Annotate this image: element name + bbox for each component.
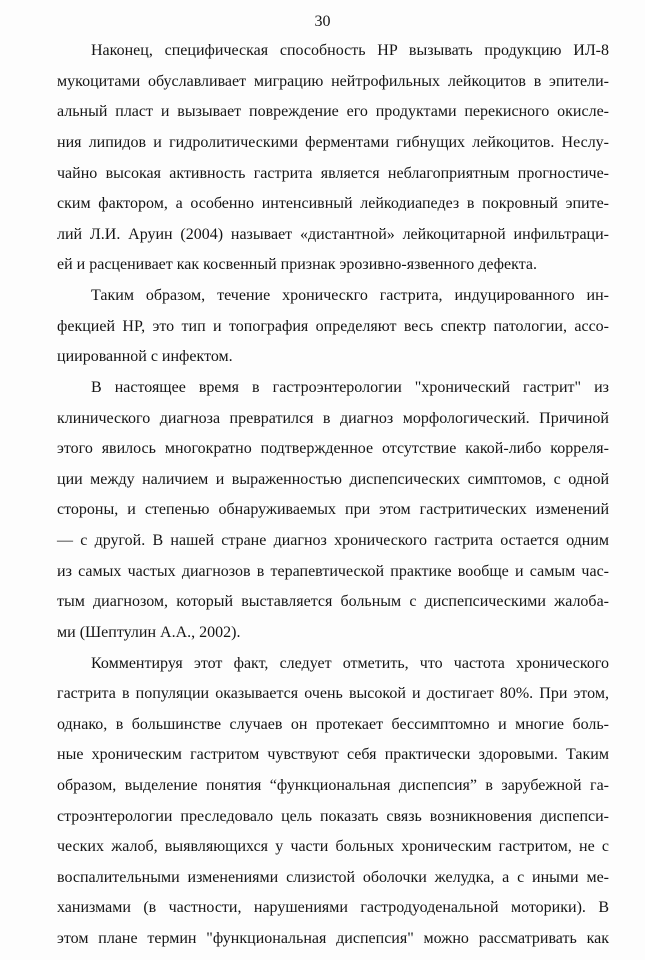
text-line: Комментируя этот факт, следует отметить, что частота хронического <box>91 655 609 672</box>
text-line: из самых частых диагнозов в терапевтической практике вообще и самым час- <box>57 563 609 580</box>
text-line: чайно высокая активность гастрита является неблагоприятным прогностиче- <box>57 165 609 182</box>
text-line: воспалительными изменениями слизистой оболочки желудка, а с иными ме- <box>57 869 609 886</box>
text-line: мукоцитами обуславливает миграцию нейтрофильных лейкоцитов в эпители- <box>57 73 609 90</box>
text-line: Таким образом, течение хроническго гастрита, индуцированного ин- <box>91 287 609 304</box>
text-line: ные хроническим гастритом чувствуют себя практически здоровыми. Таким <box>57 746 609 763</box>
text-line: этом плане термин "функциональная диспепсия" можно рассматривать как <box>57 930 609 947</box>
text-line: гастрита в популяции оказывается очень высокой и достигает 80%. При этом, <box>57 685 609 702</box>
text-line: ским фактором, а особенно интенсивный лейкодиапедез в покровный эпите- <box>57 195 609 212</box>
page-number: 30 <box>314 13 331 30</box>
text-line: ми (Шептулин А.А., 2002). <box>57 624 241 641</box>
text-line: ханизмами (в частности, нарушениями гастродуоденальной моторики). В <box>57 899 609 916</box>
text-line: стороны, и степенью обнаруживаемых при этом гастритических изменений <box>57 501 609 518</box>
text-line: строэнтерологии преследовало цель показать связь возникновения диспепси- <box>57 808 609 825</box>
text-line: этого явилось многократно подтвержденное отсутствие какой-либо корреля- <box>57 440 609 457</box>
text-line: образом, выделение понятия “функциональная диспепсия” в зарубежной га- <box>57 777 609 794</box>
text-line: ния липидов и гидролитическими ферментами гибнущих лейкоцитов. Неслу- <box>57 134 609 151</box>
text-line: ции между наличием и выраженностью диспепсических симптомов, с одной <box>57 471 609 488</box>
text-line: фекцией HP, это тип и топография определяют весь спектр патологии, ассо- <box>57 318 609 335</box>
text-line: циированной с инфектом. <box>57 348 233 365</box>
text-line: клинического диагноза превратился в диагноз морфологический. Причиной <box>57 410 609 427</box>
text-line: Наконец, специфическая способность HP вызывать продукцию ИЛ-8 <box>91 42 609 59</box>
text-line: лий Л.И. Аруин (2004) называет «дистантной» лейкоцитарной инфильтраци- <box>57 226 609 243</box>
text-line: однако, в большинстве случаев он протекает бессимптомно и многие боль- <box>57 716 609 733</box>
text-line: В настоящее время в гастроэнтерологии "хронический гастрит" из <box>91 379 609 396</box>
text-line: тым диагнозом, который выставляется больным с диспепсическими жалоба- <box>57 593 609 610</box>
text-line: ческих жалоб, выявляющихся у части больных хроническим гастритом, не с <box>57 838 609 855</box>
text-line: — с другой. В нашей стране диагноз хронического гастрита остается одним <box>57 532 609 549</box>
text-line: ей и расценивает как косвенный признак эрозивно-язвенного дефекта. <box>57 256 537 273</box>
text-line: альный пласт и вызывает повреждение его продуктами перекисного окисле- <box>57 103 609 120</box>
